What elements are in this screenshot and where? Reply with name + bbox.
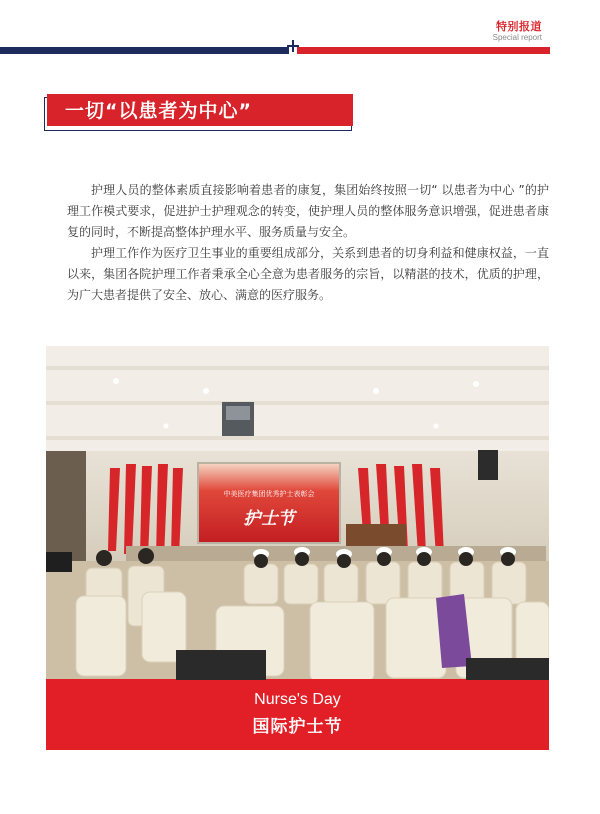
page-title: 一切“以患者为中心” <box>65 100 252 122</box>
section-label-cn: 特别报道 <box>496 20 542 33</box>
screen-title: 中美医疗集团优秀护士表彰会 <box>223 490 315 498</box>
header-bar-navy <box>0 47 289 54</box>
banner-english: Nurse's Day <box>254 691 341 708</box>
plus-icon <box>287 40 299 52</box>
body-paragraph-1: 护理人员的整体素质直接影响着患者的康复，集团始终按照一切“ 以患者为中心 ”的护理工作模式要求，促进护士护理观念的转变，使护理人员的整体服务意识增强，促进患者康复的同时，不断提高整体护理水平、服务质量与安全。 <box>67 183 549 239</box>
header-bar-red <box>297 47 550 54</box>
screen-big-text: 护士节 <box>243 509 295 529</box>
section-label-en: Special report <box>492 33 542 42</box>
photo-illustration <box>46 346 549 750</box>
event-photo <box>46 346 549 750</box>
body-paragraph-2: 护理工作作为医疗卫生事业的重要组成部分，关系到患者的切身利益和健康权益，一直以来，集团各院护理工作者秉承全心全意为患者服务的宗旨，以精湛的技术，优质的护理，为广大患者提供了安全、放心、满意的医疗服务。 <box>67 246 549 302</box>
banner-chinese: 国际护士节 <box>252 717 343 737</box>
